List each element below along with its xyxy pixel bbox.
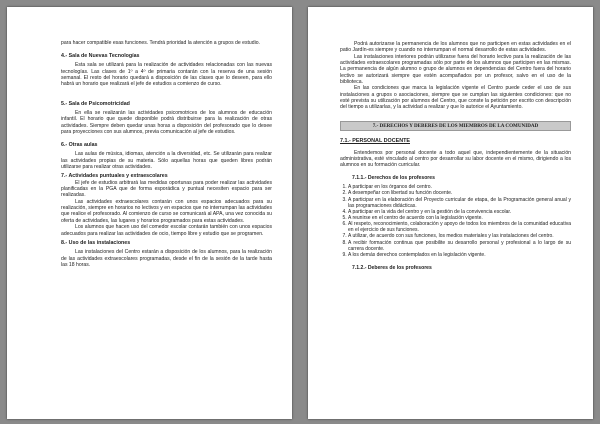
chapter-banner: 7.- DERECHOS Y DEBERES DE LOS MIEMBROS DE LA COMUNIDAD (340, 121, 571, 131)
section-text-personal-docente: Entendemos por personal docente a todo aquel que, independientemente de la situación administrativa, esté vinculado al centro por desarrollar su labor docente en el mismo, dirigiendo a los alumnos en su formación curricular. (340, 149, 571, 169)
list-item: 2. A desempeñar con libertad su función docente. (348, 190, 571, 196)
list-item: 5. A reunirse en el centro de acuerdo con la legislación vigente. (348, 215, 571, 221)
subheading-duties: 7.1.2.- Deberes de los profesores (352, 264, 432, 271)
section-heading-6: 6.- Otras aulas (61, 141, 98, 148)
section-heading-7: 7.- Actividades puntuales y extraescolares (61, 173, 168, 180)
list-item: 9. A los demás derechos contemplados en la legislación vigente. (348, 252, 571, 258)
list-item: 4. A participar en la vida del centro y en la gestión de la convivencia escolar. (348, 209, 571, 215)
rights-list (340, 184, 571, 258)
section-heading-5: 5.- Sala de Psicomotricidad (61, 100, 130, 107)
list-item: 1. A participar en los órganos del centro. (348, 184, 571, 190)
list-item: 3. A participar en la elaboración del Proyecto curricular de etapa, de la Programación general anual y las programaciones didácticas. (348, 197, 571, 209)
intro-paragraph: para hacer compatible esas funciones. Tendrá prioridad la atención a grupos de estudio. (61, 40, 260, 46)
list-item: 8. A recibir formación continua que posibilite su desarrollo personal y profesional a lo largo de su carrera docente. (348, 240, 571, 252)
paragraph-permanence: Podrá autorizarse la permanencia de los alumnos que no participen en estas actividades en el patio Jardín-es siempre y cuando no interrumpan el normal desarrollo de estas actividades. (340, 41, 571, 54)
list-item: 7. A utilizar, de acuerdo con sus funciones, los medios materiales y las instalaciones del centro. (348, 233, 571, 239)
section-heading-4: 4.- Sala de Nuevas Tecnologías (61, 52, 140, 59)
section-text-5: En ella se realizarán las actividades psicomotrices de los alumnos de educación infantil. El horario que quede disponible podrá distribuirse para la realización de otras actividades. Siempre deben quedar unas horas a disposición del profesorado que lo desee para proyecciones con sus alumnos, previa comunicación al jefe de estudios. (61, 110, 272, 136)
section-text-7a: El jefe de estudios arbitrará las medidas oportunas para poder realizar las actividades planificadas en la PGA que de forma esporádica y puntual necesiten espacio para ser realizadas. (61, 179, 272, 199)
subheading-rights: 7.1.1.- Derechos de los profesores (352, 174, 435, 181)
list-item: 6. Al respeto, reconocimiento, colaboración y apoyo de todos los miembros de la comunidad educativa en el ejercicio de sus funciones. (348, 221, 571, 233)
section-text-4: Esta sala se utilizará para la realización de actividades relacionadas con las nuevas tecnologías. Las clases de 1º a 4º de primaria contarán con la reserva de una sesión semanal. El resto del horario quedará a disposición de las clases que lo deseen, para ello habrá un horario que realizará el jefe de estudios a comienzo de curso. (61, 62, 272, 88)
section-text-7b: Las actividades extraescolares contarán con unos espacios adecuados para su realización, siempre en horarios no lectivos y en espacios que no interrumpan las actividades que realice el profesorado. Al comienzo de curso se comunicará al APA, una vez conocida su oferta de actividades, las lugares y horarios programados para estas actividades. (61, 198, 272, 224)
section-text-6: Las aulas de música, idiomas, atención a la diversidad, etc. Se utilizarán para realizar las actividades propias de su materia. Sólo aquellas horas que queden libres podrán utilizarse para realizar otras actividades. (61, 151, 272, 170)
paragraph-interior-facilities: Las instalaciones interiores podrán utilizarse fuera del horario lectivo para la realización de las actividades extraescolares programadas sólo por parte de los alumnos que participen en las mismas. La permanencia de algún alumno o grupo de alumnos en dependencias del Centro fuera del horario lectivo se autorizará siempre que estén acompañados por un profesor, salvo en el uso de la biblioteca. (340, 53, 571, 86)
left-page (7, 7, 292, 419)
section-heading-personal-docente: 7.1.- PERSONAL DOCENTE (340, 138, 410, 145)
section-text-7c: Los alumnos que hacen uso del comedor escolar contarán también con unos espacios adecuados para realizar las actividades de ocio, tiempo libre y estudio que se programen. (61, 224, 272, 237)
section-heading-8: 8.- Uso de las instalaciones (61, 239, 131, 246)
right-page (308, 7, 593, 419)
section-text-8: Las instalaciones del Centro estarán a disposición de los alumnos, para la realización de las actividades extraescolares programadas, desde el fin de la sesión de la tarde hasta las 18 horas. (61, 249, 272, 268)
paragraph-cession-conditions: En las condiciones que marca la legislación vigente el Centro puede ceder el uso de sus instalaciones a grupos o asociaciones, siempre que se cumplan las siguientes condiciones: que no esté prevista su utilización por alumnos del Centro, que conste la petición por escrito con descripción del tiempo a utilizarlas, y la actividad a realizar y que lo autorice el Ayuntamiento. (340, 85, 571, 111)
